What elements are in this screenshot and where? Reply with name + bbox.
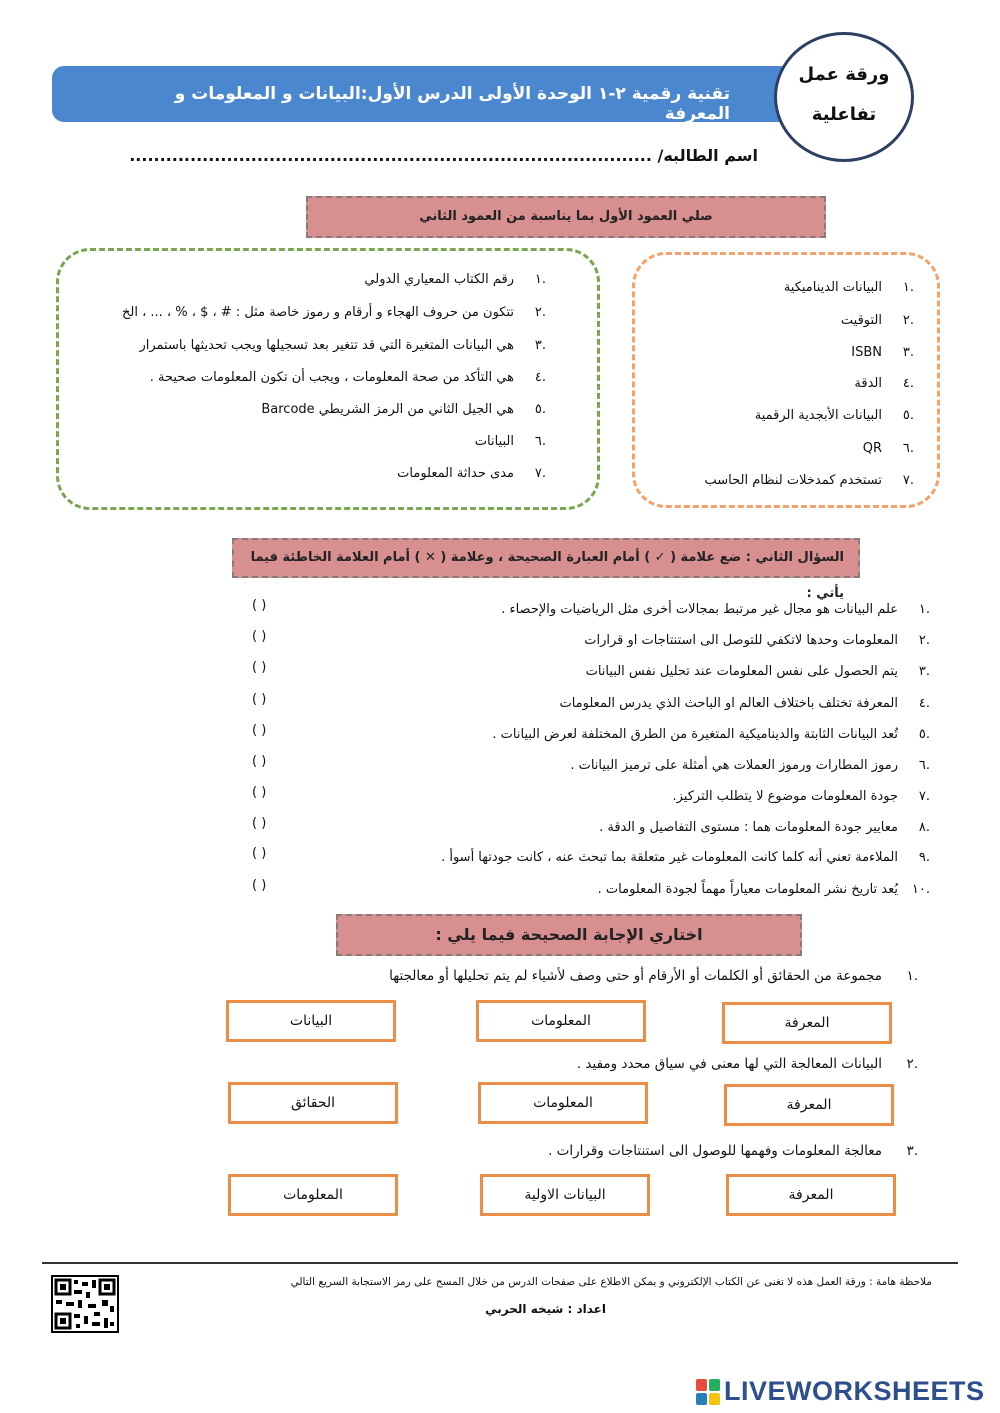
column-a-item[interactable]: .٤ الدقة bbox=[854, 376, 914, 391]
column-a-item[interactable]: .١ البيانات الديناميكية bbox=[783, 280, 914, 295]
tf-statement: .٤ المعرفة تختلف باختلاف العالم او الباحث الذي يدرس المعلومات bbox=[559, 696, 930, 711]
liveworksheets-brand: LIVEWORKSHEETS bbox=[724, 1376, 985, 1406]
tf-statement: .١ علم البيانات هو مجال غير مرتبط بمجالات أخرى مثل الرياضيات والإحصاء . bbox=[501, 602, 930, 617]
mcq-option[interactable]: المعرفة bbox=[724, 1084, 894, 1126]
tf-statement: .٧ جودة المعلومات موضوع لا يتطلب التركيز. bbox=[672, 789, 930, 804]
mcq-question: .٣ معالجة المعلومات وفهمها للوصول الى استنتاجات وقرارات . bbox=[548, 1143, 918, 1159]
column-b-item[interactable]: .٤ هي التأكد من صحة المعلومات ، ويجب أن تكون المعلومات صحيحة . bbox=[149, 370, 546, 385]
section3-title: اختاري الإجابة الصحيحة فيما يلي : bbox=[336, 914, 802, 956]
tf-answer-blank[interactable]: ( ) bbox=[252, 692, 267, 707]
tf-answer-blank[interactable]: ( ) bbox=[252, 846, 267, 861]
mcq-option[interactable]: المعلومات bbox=[476, 1000, 646, 1042]
column-a-item[interactable]: .٣ ISBN bbox=[851, 345, 914, 360]
worksheet-badge bbox=[774, 32, 914, 162]
mcq-option[interactable]: الحقائق bbox=[228, 1082, 398, 1124]
tf-answer-blank[interactable]: ( ) bbox=[252, 754, 267, 769]
tf-statement: .٥ تُعد البيانات الثابتة والديناميكية المتغيرة من الطرق المختلفة لعرض البيانات . bbox=[492, 727, 930, 742]
column-b-item[interactable]: .٧ مدى حداثة المعلومات bbox=[397, 466, 546, 481]
worksheet-title: تقنية رقمية ٢-١ الوحدة الأولى الدرس الأول:البيانات و المعلومات و المعرفة bbox=[174, 84, 730, 124]
column-b-item[interactable]: .١ رقم الكتاب المعياري الدولي bbox=[364, 272, 546, 287]
mcq-question: .١ مجموعة من الحقائق أو الكلمات أو الأرقام أو حتى وصف لأشياء لم يتم تحليلها أو معالجتها bbox=[389, 968, 918, 984]
liveworksheets-logo-icon bbox=[696, 1379, 720, 1405]
tf-answer-blank[interactable]: ( ) bbox=[252, 660, 267, 675]
tf-answer-blank[interactable]: ( ) bbox=[252, 629, 267, 644]
tf-answer-blank[interactable]: ( ) bbox=[252, 785, 267, 800]
mcq-option[interactable]: المعرفة bbox=[722, 1002, 892, 1044]
mcq-option[interactable]: المعلومات bbox=[478, 1082, 648, 1124]
student-name-field[interactable]: اسم الطالبه/ ...................................................................................... bbox=[129, 146, 758, 165]
tf-statement: .٦ رموز المطارات ورموز العملات هي أمثلة على ترميز البيانات . bbox=[570, 758, 930, 773]
tf-statement: .١٠ يُعد تاريخ نشر المعلومات معياراً مهماً لجودة المعلومات . bbox=[597, 882, 930, 897]
column-b-item[interactable]: .٣ هي البيانات المتغيرة التي قد تتغير بعد تسجيلها ويجب تحديثها باستمرار bbox=[139, 338, 546, 353]
tf-statement: .٩ الملاءمة تعني أنه كلما كانت المعلومات غير متعلقة بما تبحث عنه ، كانت جودتها أسوأ . bbox=[441, 850, 930, 865]
footer-divider bbox=[42, 1262, 958, 1264]
column-a-item[interactable]: .٦ QR bbox=[862, 441, 914, 456]
badge-line-2: تفاعلية bbox=[811, 104, 877, 125]
mcq-option[interactable]: المعرفة bbox=[726, 1174, 896, 1216]
column-b-item[interactable]: .٦ البيانات bbox=[474, 434, 546, 449]
tf-answer-blank[interactable]: ( ) bbox=[252, 723, 267, 738]
tf-answer-blank[interactable]: ( ) bbox=[252, 598, 267, 613]
column-a-item[interactable]: .٢ التوقيت bbox=[840, 313, 914, 328]
qr-code-icon[interactable] bbox=[52, 1276, 118, 1332]
column-b-item[interactable]: .٥ هي الجيل الثاني من الرمز الشريطي Barcode bbox=[261, 402, 546, 417]
column-a-item[interactable]: .٧ تستخدم كمدخلات لنظام الحاسب bbox=[704, 473, 914, 488]
mcq-question: .٢ البيانات المعالجة التي لها معنى في سياق محدد ومفيد . bbox=[576, 1056, 918, 1072]
badge-line-1: ورقة عمل bbox=[798, 64, 890, 85]
tf-statement: .٨ معايير جودة المعلومات هما : مستوى التفاصيل و الدقة . bbox=[599, 820, 930, 835]
footer-note: ملاحظة هامة : ورقة العمل هذه لا تغنى عن الكتاب الإلكتروني و يمكن الاطلاع على صفحات الدرس من خلال المسح على رمز الاستجابة السريع التالي bbox=[290, 1276, 932, 1288]
section2-title: السؤال الثاني : ضع علامة ( ✓ ) أمام العبارة الصحيحة ، وعلامة ( ✕ ) أمام العلامة الخاطئة فيما يأتي : bbox=[232, 538, 860, 578]
column-a-item[interactable]: .٥ البيانات الأبجدية الرقمية bbox=[754, 408, 914, 423]
mcq-option[interactable]: البيانات الاولية bbox=[480, 1174, 650, 1216]
footer-author: اعداد : شيخه الحربي bbox=[485, 1302, 606, 1316]
tf-answer-blank[interactable]: ( ) bbox=[252, 816, 267, 831]
mcq-option[interactable]: البيانات bbox=[226, 1000, 396, 1042]
tf-statement: .٢ المعلومات وحدها لاتكفي للتوصل الى استنتاجات او قرارات bbox=[584, 633, 930, 648]
section1-title: صلي العمود الأول بما يناسبة من العمود الثاني bbox=[306, 196, 826, 238]
liveworksheets-logo bbox=[696, 1376, 985, 1407]
mcq-option[interactable]: المعلومات bbox=[228, 1174, 398, 1216]
tf-statement: .٣ يتم الحصول على نفس المعلومات عند تحليل نفس البيانات bbox=[585, 664, 930, 679]
tf-answer-blank[interactable]: ( ) bbox=[252, 878, 267, 893]
column-b-item[interactable]: .٢ تتكون من حروف الهجاء و أرقام و رموز خاصة مثل : # ، $ ، % ، ... ، الخ bbox=[121, 305, 546, 320]
